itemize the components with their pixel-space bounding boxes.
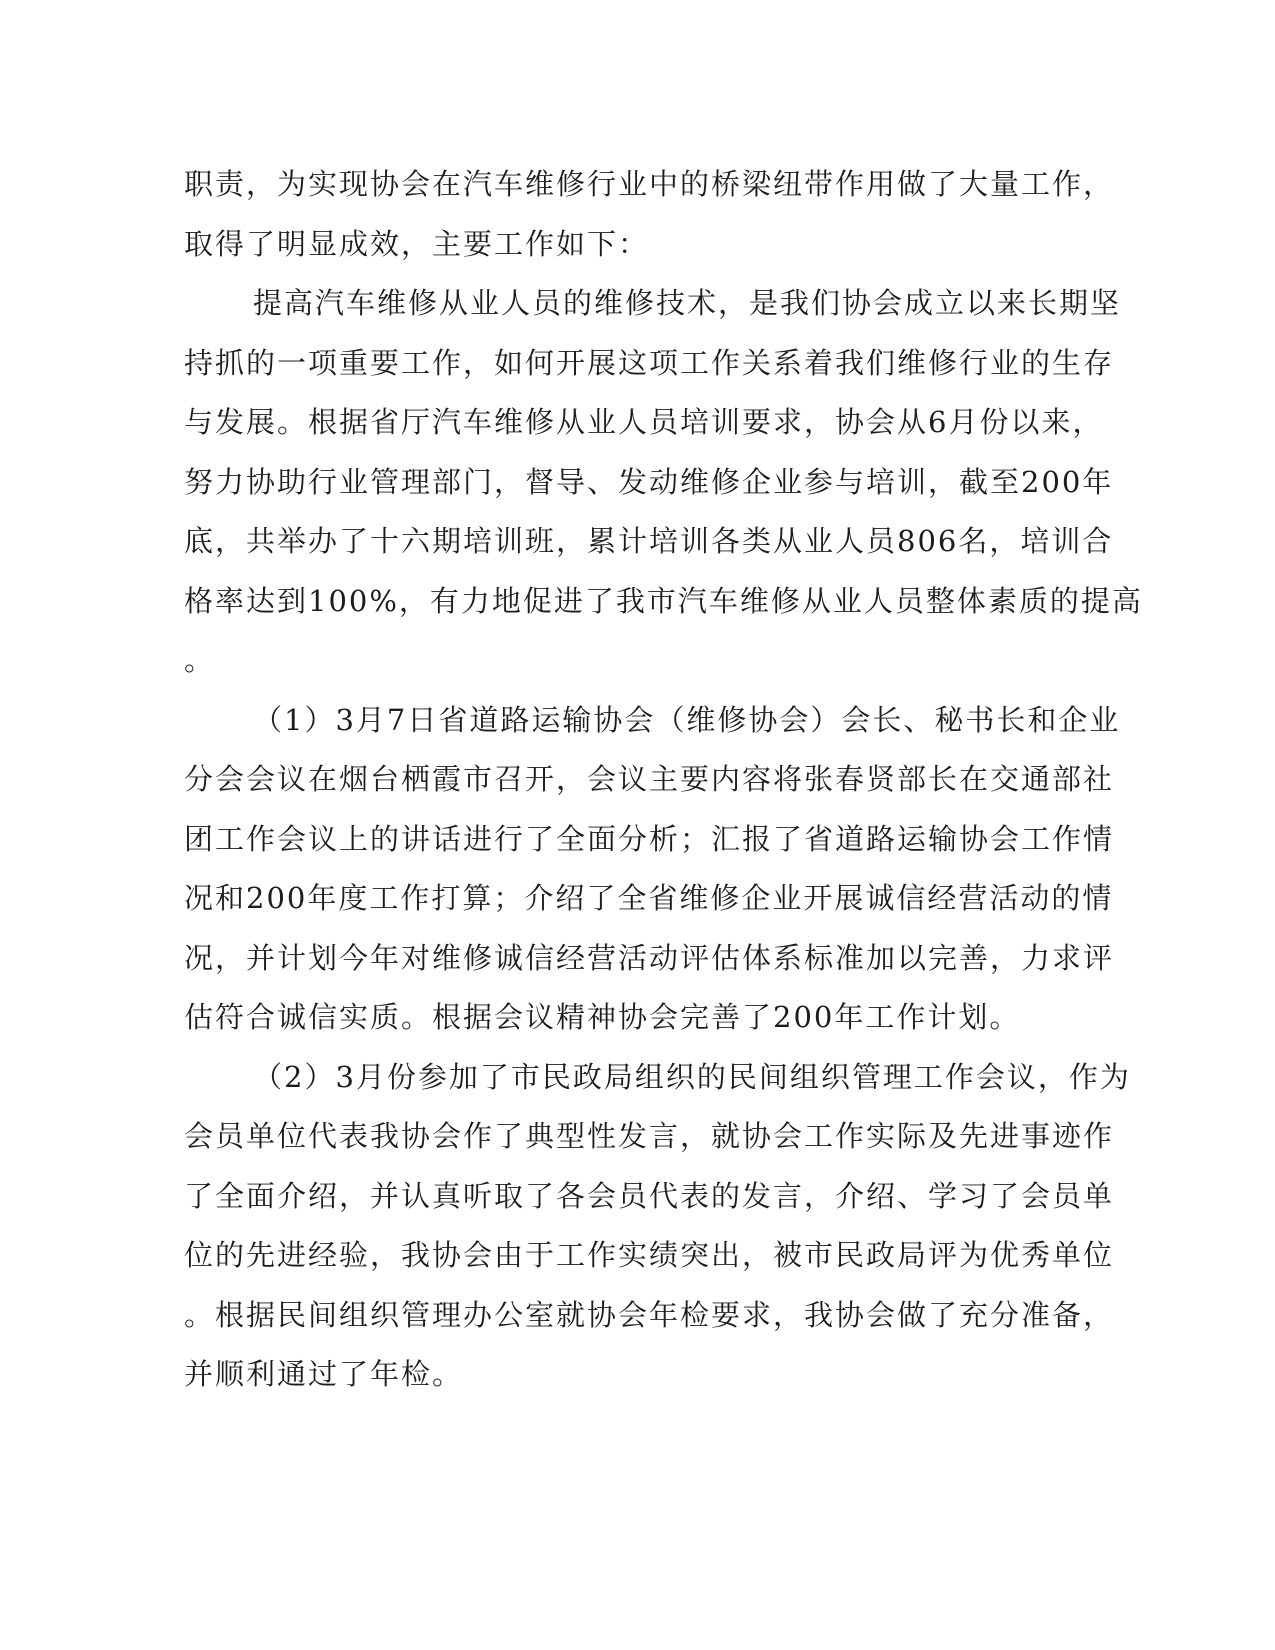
text-line: 估符合诚信实质。根据会议精神协会完善了200年工作计划。 [184, 1000, 1021, 1034]
paragraph-start-line: （2）3月份参加了市民政局组织的民间组织管理工作会议，作为 [253, 1059, 1131, 1094]
text-line: 分会会议在烟台栖霞市召开，会议主要内容将张春贤部长在交通部社 [184, 762, 1115, 796]
text-line: 位的先进经验，我协会由于工作实绩突出，被市民政局评为优秀单位 [184, 1238, 1115, 1272]
text-line: 职责，为实现协会在汽车维修行业中的桥梁纽带作用做了大量工作， [184, 167, 1115, 201]
paragraph-start-line: 提高汽车维修从业人员的维修技术，是我们协会成立以来长期坚 [253, 286, 1122, 320]
text-line: 底，共举办了十六期培训班，累计培训各类从业人员806名，培训合 [184, 524, 1114, 558]
text-line: 况，并计划今年对维修诚信经营活动评估体系标准加以完善，力求评 [184, 940, 1115, 975]
paragraph-start-line: （1）3月7日省道路运输协会（维修协会）会长、秘书长和企业 [253, 702, 1121, 737]
text-line: 取得了明显成效，主要工作如下： [184, 226, 650, 261]
text-line: 努力协助行业管理部门，督导、发动维修企业参与培训，截至200年 [184, 464, 1114, 499]
text-line: 持抓的一项重要工作，如何开展这项工作关系着我们维修行业的生存 [184, 345, 1115, 380]
text-line: 与发展。根据省厅汽车维修从业人员培训要求，协会从6月份以来， [184, 405, 1104, 439]
text-line: 况和200年度工作打算；介绍了全省维修企业开展诚信经营活动的情 [184, 881, 1114, 915]
text-line: 格率达到100%，有力地促进了我市汽车维修从业人员整体素质的提高 [184, 583, 1143, 618]
text-line: 会员单位代表我协会作了典型性发言，就协会工作实际及先进事迹作 [184, 1119, 1115, 1153]
text-line: 。 [184, 643, 216, 677]
document-body [184, 155, 1143, 1405]
text-line: 了全面介绍，并认真听取了各会员代表的发言，介绍、学习了会员单 [184, 1178, 1115, 1213]
text-line: 。根据民间组织管理办公室就协会年检要求，我协会做了充分准备， [184, 1297, 1115, 1332]
text-line: 团工作会议上的讲话进行了全面分析；汇报了省道路运输协会工作情 [184, 821, 1115, 856]
text-line: 并顺利通过了年检。 [184, 1357, 464, 1391]
